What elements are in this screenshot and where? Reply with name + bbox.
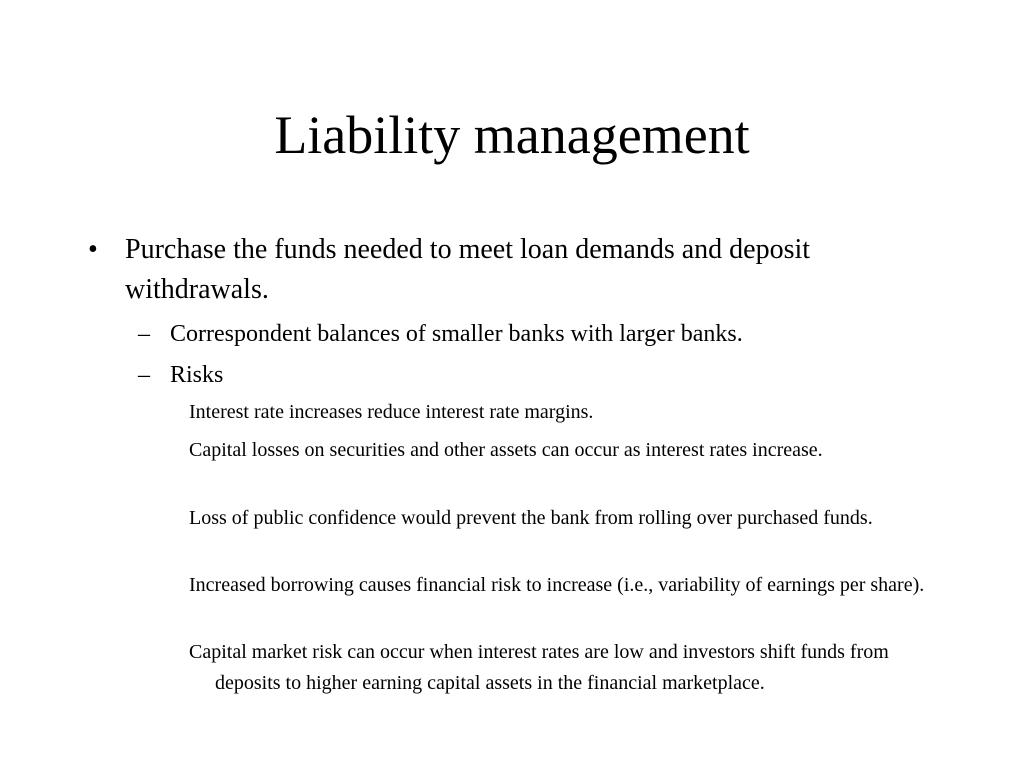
risk-text-financial-risk: Increased borrowing causes financial risk to increase (i.e., variability of earnings per share). — [189, 574, 925, 596]
sub-bullet-text-risks: Risks — [170, 362, 224, 388]
sub-bullet-item — [138, 359, 898, 391]
risk-text-public-confidence: Loss of public confidence would prevent the bank from rolling over purchased funds. — [189, 507, 873, 529]
risk-text-capital-losses: Capital losses on securities and other assets can occur as interest rates increase. — [189, 439, 823, 461]
sub-bullet-text-correspondent: Correspondent balances of smaller banks with larger banks. — [170, 321, 743, 347]
slide-title: Liability management — [274, 105, 750, 165]
dash-icon: – — [138, 321, 150, 347]
risk-item — [189, 435, 934, 466]
dash-icon: – — [138, 362, 150, 388]
risk-item — [189, 637, 934, 699]
sub-bullet-item — [138, 318, 898, 350]
main-bullet-text: Purchase the funds needed to meet loan demands and deposit withdrawals. — [125, 234, 811, 305]
bullet-icon: • — [88, 234, 98, 265]
risk-item — [189, 570, 934, 601]
main-bullet-item — [88, 230, 888, 310]
risk-item — [189, 397, 934, 428]
risk-text-interest-rate-margins: Interest rate increases reduce interest rate margins. — [189, 401, 594, 423]
risk-item — [189, 503, 934, 534]
risk-text-capital-market-risk: Capital market risk can occur when interest rates are low and investors shift funds from deposits to higher earning capital assets in the financial marketplace. — [189, 641, 889, 694]
